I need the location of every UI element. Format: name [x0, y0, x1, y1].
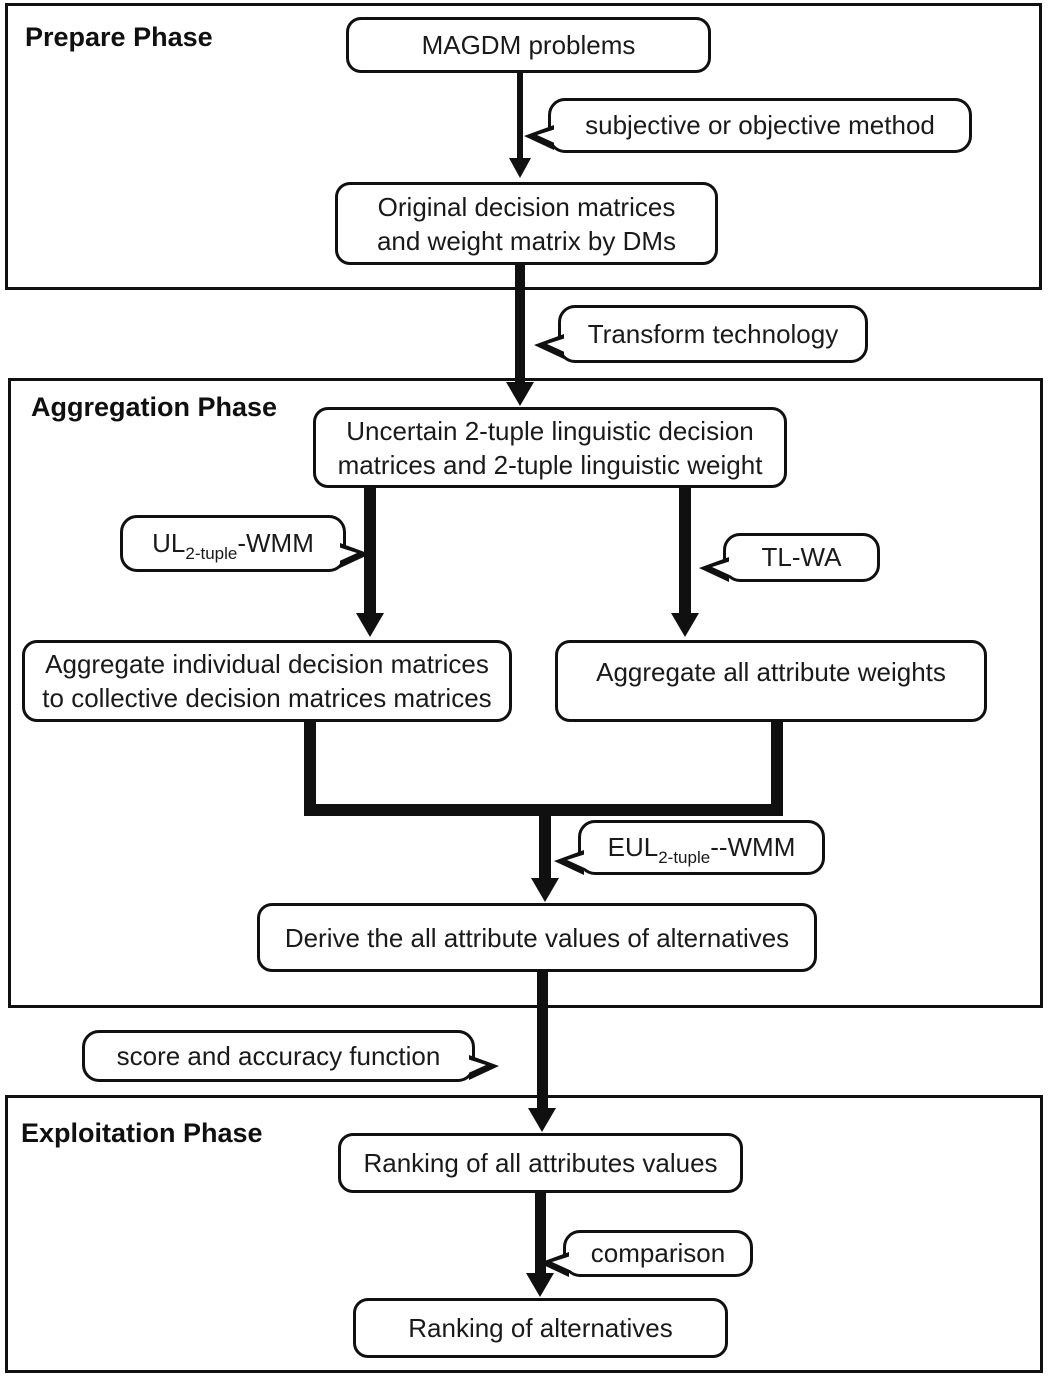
- exploitation-phase-label: Exploitation Phase: [21, 1118, 263, 1148]
- arrow-original-to-uncertain-shaft: [515, 263, 525, 385]
- node-derive-values: [257, 903, 817, 972]
- callout-ul-2tuple-wmm: [120, 515, 346, 572]
- node-original-matrices: [335, 182, 718, 265]
- node-aggregate-individual: [22, 640, 512, 722]
- callout-tail-fill: [552, 1255, 574, 1272]
- merge-left-vertical: [304, 720, 316, 816]
- callout-ul-2tuple-wmm-text: $UL_{2-tuple}$-WMM: [152, 528, 314, 563]
- arrow-uncertain-to-aggright-shaft: [679, 487, 691, 615]
- callout-score-accuracy: [82, 1030, 475, 1082]
- callout-subjective-method: [548, 98, 972, 153]
- callout-tail-fill: [712, 560, 734, 577]
- subscript-2-tuple: 2-tuple: [658, 848, 711, 867]
- callout-tail-fill: [547, 337, 569, 354]
- node-uncertain-2tuple: [313, 407, 787, 488]
- node-derive-values-text: Derive the all attribute values of alternatives: [284, 922, 790, 953]
- arrow-uncertain-to-aggleft-head: [356, 613, 384, 637]
- callout-transform-technology: [558, 305, 868, 363]
- merge-horizontal-bar: [304, 804, 783, 816]
- node-uncertain-2tuple-line2: matrices and 2-tuple linguistic weight: [337, 449, 763, 480]
- arrow-derive-to-rankall-shaft: [537, 970, 548, 1110]
- callout-score-accuracy-text: score and accuracy function: [116, 1040, 441, 1071]
- arrow-magdm-to-original-shaft: [517, 73, 523, 160]
- node-original-matrices-line2: and weight matrix by DMs: [376, 225, 677, 256]
- callout-tl-wa: [723, 533, 880, 582]
- node-aggregate-weights: [555, 640, 987, 722]
- arrow-derive-to-rankall-head: [528, 1108, 556, 1132]
- callout-comparison: [563, 1230, 753, 1277]
- node-aggregate-weights-text: Aggregate all attribute weights: [596, 657, 946, 687]
- callout-tail-fill: [537, 128, 559, 145]
- arrow-original-to-uncertain-head: [506, 382, 534, 406]
- callout-tail-fill: [335, 546, 357, 563]
- callout-tail-fill: [464, 1058, 486, 1075]
- callout-eul-2tuple-wmm-text: $EUL_{2-tuple}-$-WMM: [607, 832, 796, 867]
- callout-tl-wa-text: TL-WA: [761, 542, 842, 572]
- subscript-2-tuple: 2-tuple: [185, 544, 238, 563]
- node-ranking-alternatives-text: Ranking of alternatives: [408, 1313, 673, 1343]
- merge-center-stem: [539, 816, 551, 880]
- node-aggregate-individual-line2: to collective decision matrices matrices: [42, 683, 492, 713]
- callout-eul-2tuple-wmm: [578, 820, 825, 875]
- aggregation-phase-label: Aggregation Phase: [31, 392, 278, 422]
- arrow-merge-to-derive-head: [531, 878, 559, 902]
- callout-tail-fill: [567, 853, 589, 870]
- merge-right-vertical: [771, 720, 783, 816]
- prepare-phase-label: Prepare Phase: [25, 22, 213, 52]
- node-magdm-problems: [346, 17, 711, 73]
- node-ranking-alternatives: [353, 1298, 728, 1358]
- callout-subjective-method-text: subjective or objective method: [585, 110, 935, 140]
- callout-transform-technology-text: Transform technology: [587, 318, 839, 349]
- node-ranking-attributes-text: Ranking of all attributes values: [363, 1148, 718, 1178]
- arrow-uncertain-to-aggright-head: [671, 613, 699, 637]
- node-aggregate-individual-line1: Aggregate individual decision matrices: [45, 649, 489, 679]
- node-original-matrices-line1: Original decision matrices: [377, 191, 676, 222]
- node-ranking-attributes: [338, 1133, 743, 1193]
- node-magdm-problems-text: MAGDM problems: [421, 30, 636, 60]
- callout-comparison-text: comparison: [590, 1238, 726, 1268]
- node-uncertain-2tuple-line1: Uncertain 2-tuple linguistic decision: [346, 415, 754, 446]
- arrow-magdm-to-original-head: [509, 158, 531, 178]
